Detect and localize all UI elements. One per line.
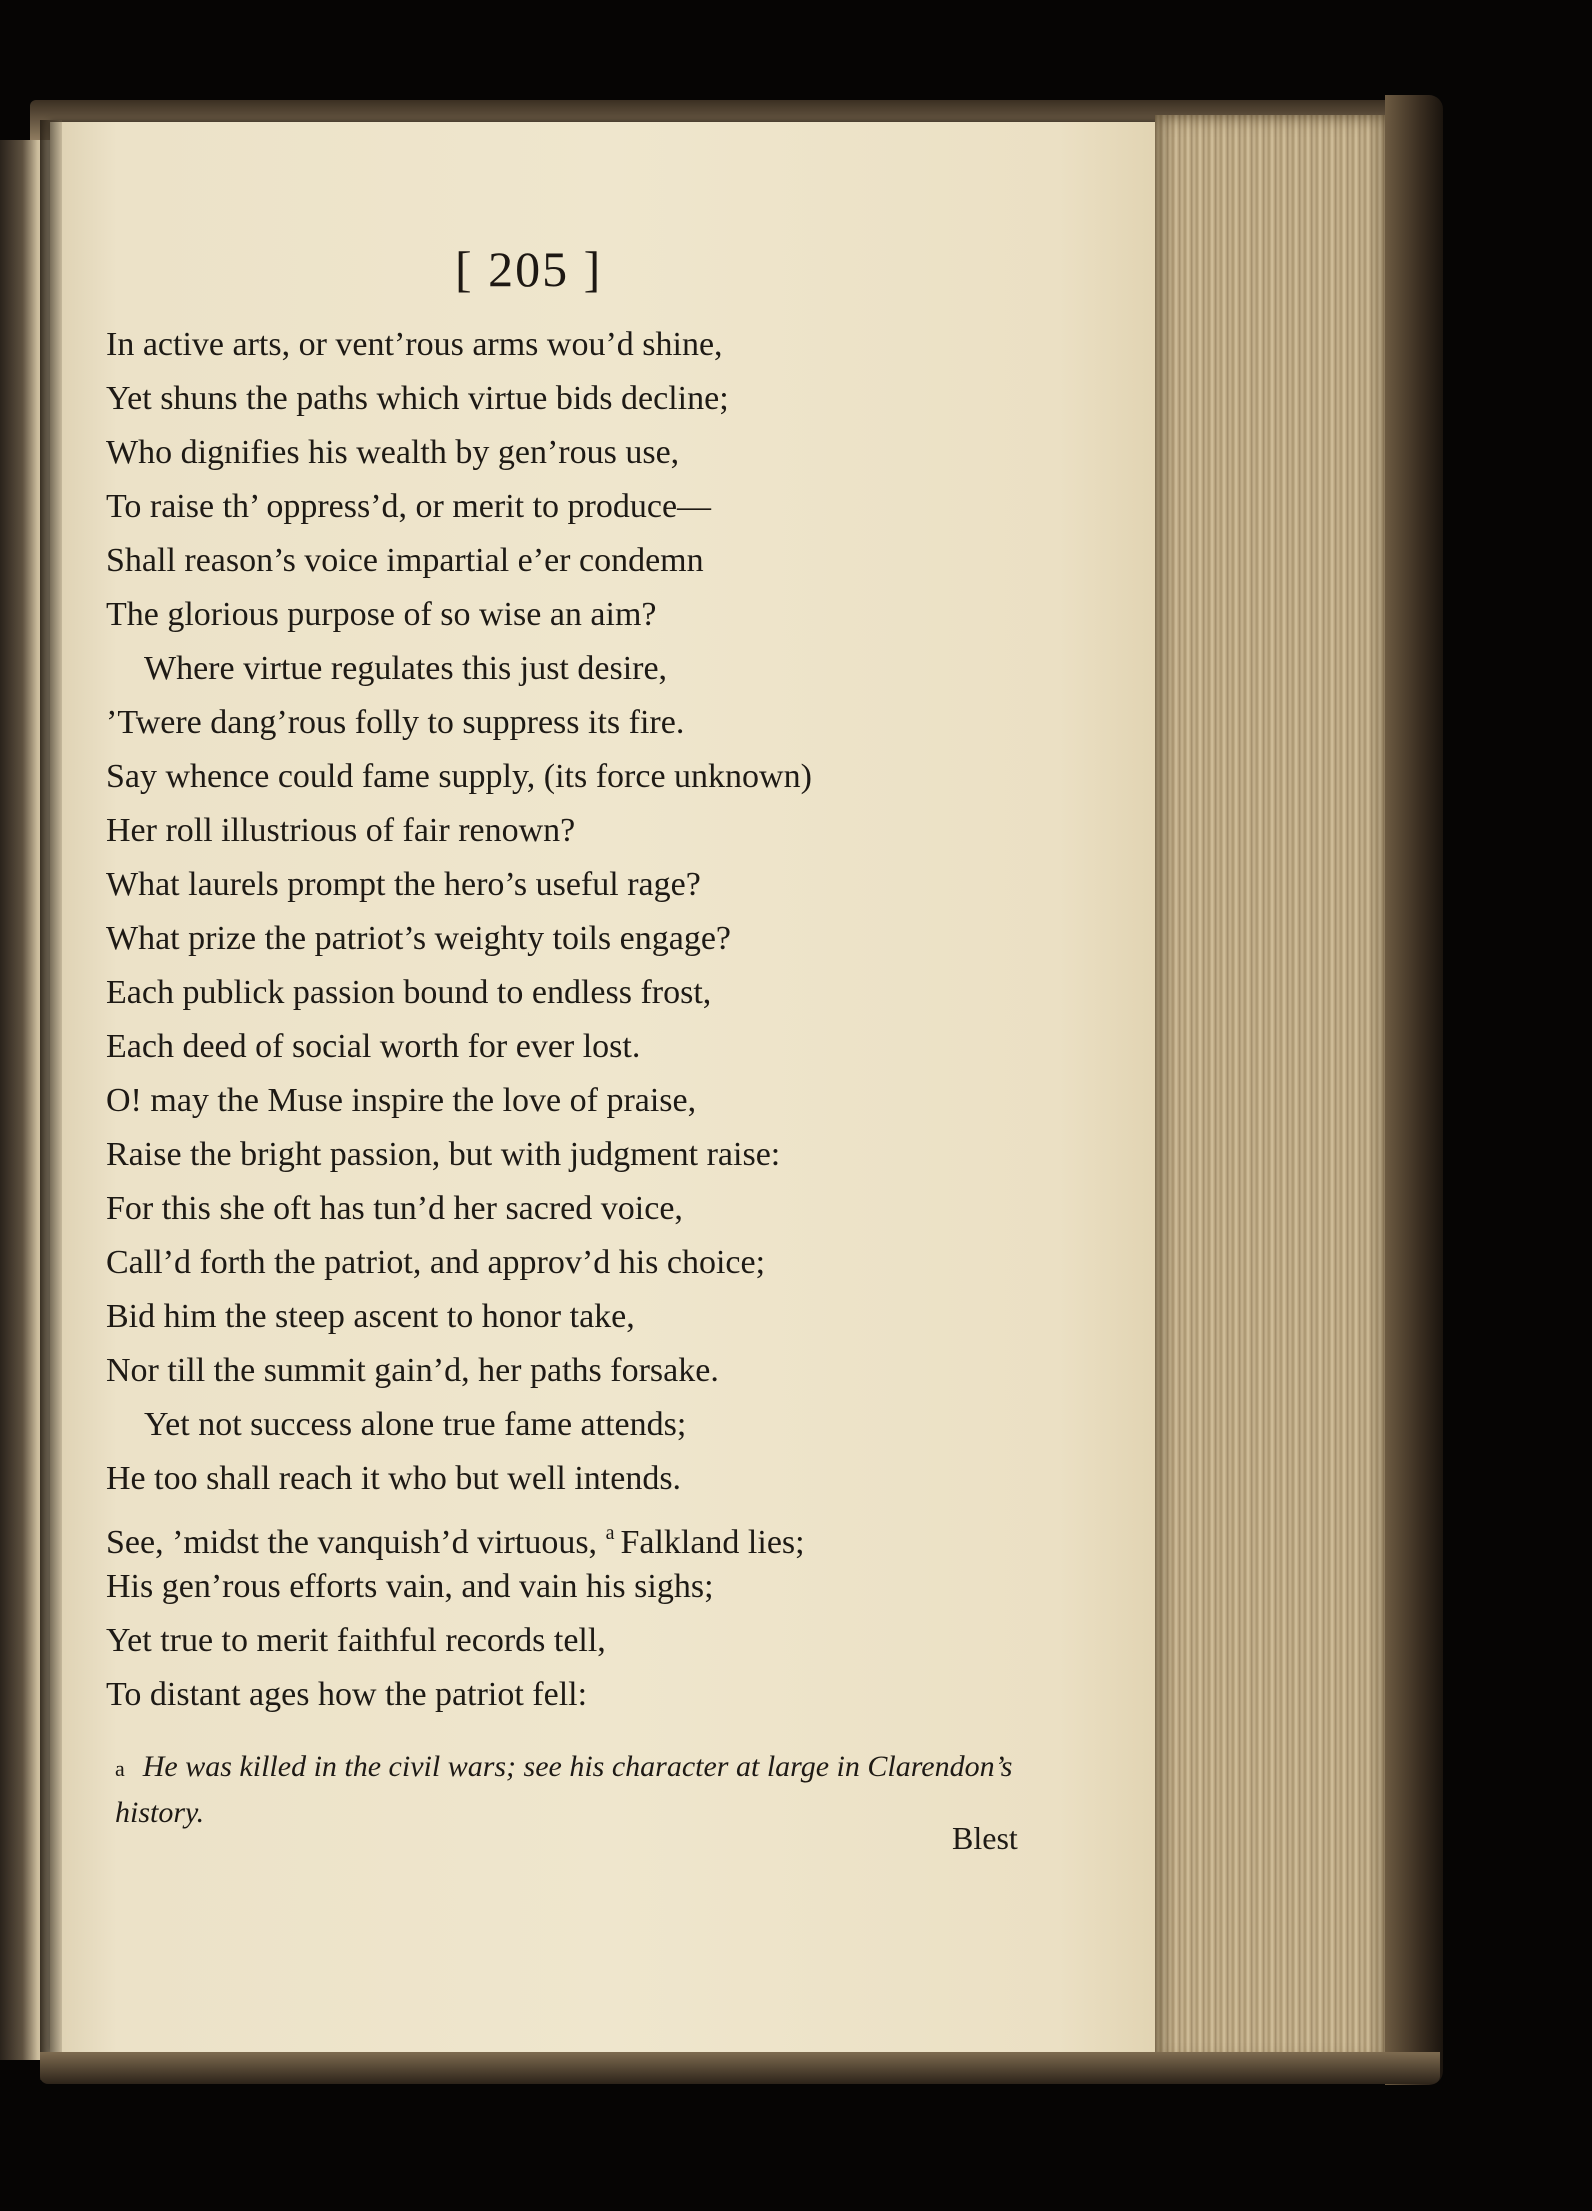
poem-line: For this she oft has tun’d her sacred voice, [106,1190,683,1227]
poem-line: What laurels prompt the hero’s useful rage? [106,866,701,903]
poem-line-with-note [106,1506,1006,1560]
poem-line: Her roll illustrious of fair renown? [106,812,576,849]
poem-line: In active arts, or vent’rous arms wou’d shine, [106,326,723,363]
poem-line: Each deed of social worth for ever lost. [106,1028,641,1065]
poem-line: Where virtue regulates this just desire, [144,650,668,687]
page-edges-stack [1155,115,1395,2065]
page-number: [ 205 ] [455,241,603,297]
footnote-marker: a [115,1756,125,1781]
line-text-before-note: See, ’midst the vanquish’d virtuous, [106,1524,598,1561]
poem-line: His gen’rous efforts vain, and vain his sighs; [106,1568,714,1605]
poem-line: Yet shuns the paths which virtue bids decline; [106,380,729,417]
poem-line: To distant ages how the patriot fell: [106,1676,588,1713]
spine-gutter-shadow [40,120,62,2080]
footnote [115,1745,1035,1835]
poem-line: He too shall reach it who but well intends. [106,1460,682,1497]
poem-line: Yet not success alone true fame attends; [144,1406,687,1443]
poem-line: Shall reason’s voice impartial e’er condemn [106,542,704,579]
poem-line: Yet true to merit faithful records tell, [106,1622,606,1659]
poem-text [106,318,1006,1722]
poem-line: Nor till the summit gain’d, her paths forsake. [106,1352,719,1389]
poem-line: Raise the bright passion, but with judgment raise: [106,1136,781,1173]
poem-line: What prize the patriot’s weighty toils engage? [106,920,732,957]
book-cover-bottom [40,2052,1440,2084]
poem-line: Say whence could fame supply, (its force unknown) [106,758,812,795]
poem-line: To raise th’ oppress’d, or merit to produce— [106,488,712,525]
book-cover-edge [1385,95,1443,2085]
poem-line: Each publick passion bound to endless frost, [106,974,712,1011]
catchword: Blest [952,1820,1018,1856]
footnote-text: He was killed in the civil wars; see his character at large in Clarendon’s history. [115,1750,1013,1829]
poem-line: O! may the Muse inspire the love of praise, [106,1082,697,1119]
poem-line: Call’d forth the patriot, and approv’d his choice; [106,1244,766,1281]
poem-line: The glorious purpose of so wise an aim? [106,596,657,633]
footnote-reference: a [605,1522,615,1544]
poem-line: ’Twere dang’rous folly to suppress its fire. [106,704,685,741]
poem-line: Who dignifies his wealth by gen’rous use, [106,434,680,471]
poem-line: Bid him the steep ascent to honor take, [106,1298,635,1335]
line-text-after-note: Falkland lies; [620,1524,805,1561]
